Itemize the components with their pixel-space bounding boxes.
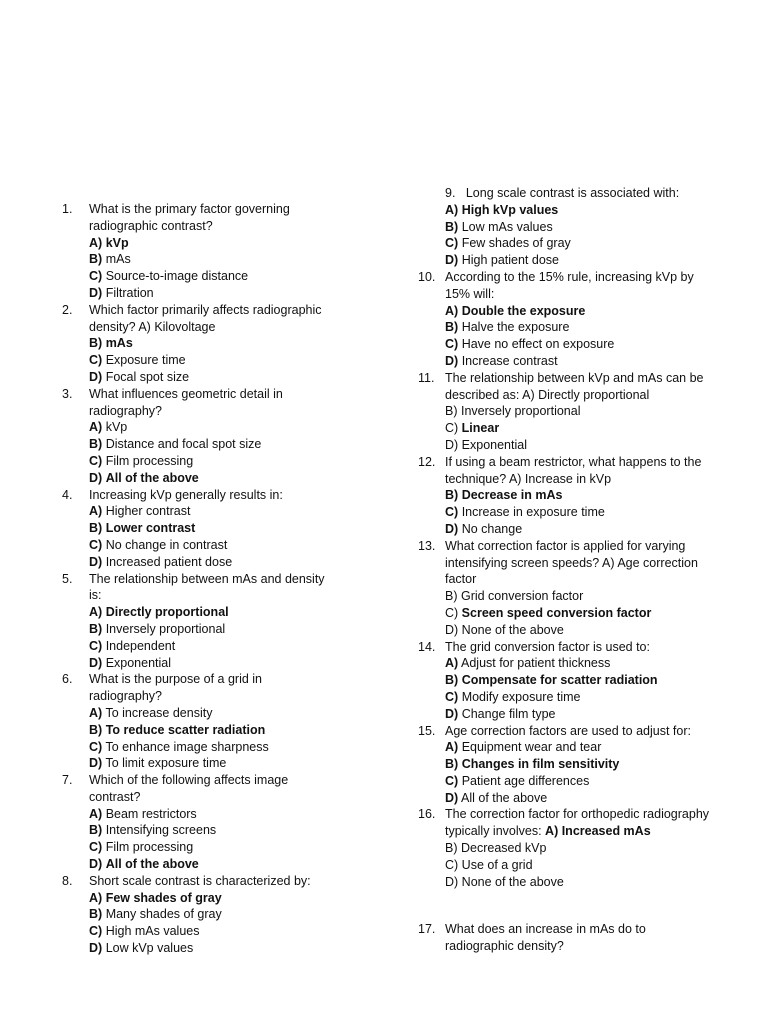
option-d: D) None of the above (445, 874, 564, 889)
question-text: Short scale contrast is characterized by: (89, 873, 311, 888)
question-3 (62, 386, 362, 487)
option-text: Lower contrast (105, 521, 196, 536)
option-letter: C) (89, 739, 103, 754)
option-letter: B) (89, 252, 103, 267)
option-text: To limit exposure time (105, 756, 227, 771)
option-letter: B) (89, 336, 103, 351)
option-text: Adjust for patient thickness (461, 656, 611, 671)
option-text: Film processing (105, 453, 194, 468)
option-d (89, 940, 362, 957)
option-letter: D) (445, 353, 459, 368)
question-13-text: What correction factor is applied for varying (445, 538, 686, 553)
option-b (445, 319, 718, 336)
option-text: All of the above (105, 857, 199, 872)
option-c (445, 235, 718, 252)
option-d (89, 369, 362, 386)
option-d (445, 252, 718, 269)
option-c (89, 638, 362, 655)
option-text: kVp (105, 420, 128, 435)
question-5 (62, 571, 362, 672)
option-d: D) Exponential (445, 437, 527, 452)
option-b (89, 436, 362, 453)
option-b (89, 906, 362, 923)
option-text: mAs (105, 252, 131, 267)
option-a (89, 235, 362, 252)
option-text: Halve the exposure (461, 320, 570, 335)
option-letter: A) (89, 504, 103, 519)
option-text: To reduce scatter radiation (105, 722, 266, 737)
question-11-text: described as: A) Directly proportional (445, 387, 650, 402)
question-9-text: 9. Long scale contrast is associated with: (445, 186, 680, 200)
option-d (445, 706, 718, 723)
question-text: radiographic contrast? (89, 218, 213, 233)
option-letter: A) (89, 705, 103, 720)
question-text: The relationship between mAs and density (89, 571, 325, 586)
option-d (445, 790, 718, 807)
option-c (89, 268, 362, 285)
question-9 (418, 185, 718, 269)
option-text: Exponential (105, 655, 172, 670)
option-c (445, 336, 718, 353)
option-b: B) Decreased kVp (445, 841, 547, 856)
question-number: 14. (418, 639, 436, 654)
question-number: 13. (418, 538, 436, 553)
question-13-text: intensifying screen speeds? A) Age correction (445, 555, 698, 570)
option-a (89, 419, 362, 436)
question-text: radiography? (89, 403, 162, 418)
option-text: Modify exposure time (461, 689, 581, 704)
option-letter: C) (445, 236, 459, 251)
question-2 (62, 302, 362, 386)
question-16-text: typically involves: A) Increased mAs (445, 824, 651, 839)
question-text: The grid conversion factor is used to: (445, 639, 650, 654)
option-b: B) Grid conversion factor (445, 589, 584, 604)
option-letter: C) (89, 638, 103, 653)
question-text: According to the 15% rule, increasing kVp by (445, 269, 694, 284)
option-text: Change film type (461, 706, 556, 721)
question-15 (418, 723, 718, 807)
option-letter: B) (445, 757, 459, 772)
option-letter: B) (89, 521, 103, 536)
question-number: 11. (418, 370, 435, 385)
option-text: Directly proportional (105, 605, 229, 620)
question-text: is: (89, 588, 102, 603)
option-letter: B) (89, 437, 103, 452)
option-text: To enhance image sharpness (105, 739, 269, 754)
option-b (445, 672, 718, 689)
option-a (445, 655, 718, 672)
question-text: Age correction factors are used to adjust for: (445, 723, 691, 738)
option-letter: B) (445, 488, 459, 503)
option-text: Increase in exposure time (461, 505, 605, 520)
option-letter: C) (89, 269, 103, 284)
question-16 (418, 806, 718, 890)
option-letter: B) (445, 219, 459, 234)
option-text: mAs (105, 336, 133, 351)
question-text: Which of the following affects image (89, 773, 289, 788)
option-b (89, 722, 362, 739)
option-letter: C) (445, 337, 459, 352)
option-b (445, 756, 718, 773)
option-letter: D) (89, 285, 103, 300)
option-text: Focal spot size (105, 369, 190, 384)
question-number: 3. (62, 386, 73, 401)
option-c (445, 504, 718, 521)
option-text: Double the exposure (461, 303, 586, 318)
option-text: High kVp values (461, 202, 559, 217)
option-b (89, 335, 362, 352)
option-a (89, 604, 362, 621)
option-letter: C) (89, 840, 103, 855)
option-letter: C) (89, 353, 103, 368)
option-letter: C) (445, 773, 459, 788)
right-column (418, 185, 718, 955)
left-column (62, 201, 362, 957)
option-b: B) Inversely proportional (445, 404, 581, 419)
option-letter: B) (89, 907, 103, 922)
option-letter: A) (445, 656, 459, 671)
option-text: Equipment wear and tear (461, 740, 602, 755)
option-text: Independent (105, 638, 176, 653)
option-c (445, 773, 718, 790)
question-text: What is the purpose of a grid in (89, 672, 263, 687)
option-text: Few shades of gray (105, 890, 222, 905)
option-letter: C) (89, 924, 103, 939)
option-letter: C) (445, 689, 459, 704)
option-text: Intensifying screens (105, 823, 217, 838)
question-number: 10. (418, 269, 436, 284)
option-letter: D) (445, 253, 459, 268)
option-letter: D) (89, 857, 103, 872)
option-text: Beam restrictors (105, 806, 197, 821)
option-text: kVp (105, 235, 129, 250)
question-number: 2. (62, 302, 73, 317)
option-d (89, 856, 362, 873)
option-b (89, 520, 362, 537)
option-c (89, 537, 362, 554)
question-number: 1. (62, 202, 73, 216)
question-text: contrast? (89, 789, 141, 804)
question-number: 8. (62, 873, 73, 888)
option-text: Have no effect on exposure (461, 337, 615, 352)
question-text: technique? A) Increase in kVp (445, 471, 612, 486)
option-text: Increase contrast (461, 353, 558, 368)
question-text: What influences geometric detail in (89, 386, 283, 401)
question-text: 15% will: (445, 286, 495, 301)
option-text: Source-to-image distance (105, 269, 249, 284)
option-c: C) Use of a grid (445, 857, 533, 872)
question-list-left (62, 201, 362, 957)
option-text: Patient age differences (461, 773, 590, 788)
option-letter: D) (89, 470, 103, 485)
option-d (89, 554, 362, 571)
question-number: 6. (62, 672, 73, 687)
option-text: Changes in film sensitivity (461, 757, 620, 772)
option-text: Compensate for scatter radiation (461, 673, 658, 688)
question-13 (418, 538, 718, 639)
option-letter: B) (89, 722, 103, 737)
option-d (445, 521, 718, 538)
question-6 (62, 671, 362, 772)
question-17-text: What does an increase in mAs do to (445, 922, 646, 937)
question-number: 12. (418, 454, 436, 469)
question-16-text: The correction factor for orthopedic radiography (445, 807, 710, 822)
option-text: Increased patient dose (105, 554, 233, 569)
option-d (89, 655, 362, 672)
option-text: High mAs values (105, 924, 200, 939)
option-letter: A) (89, 420, 103, 435)
option-letter: B) (89, 823, 103, 838)
question-number: 5. (62, 571, 73, 586)
option-letter: D) (89, 369, 103, 384)
question-17-text: radiographic density? (445, 939, 564, 954)
option-a (89, 806, 362, 823)
option-text: Decrease in mAs (461, 488, 563, 503)
option-a (89, 705, 362, 722)
option-c (89, 739, 362, 756)
option-d: D) None of the above (445, 622, 564, 637)
question-11-text: The relationship between kVp and mAs can be (445, 370, 704, 385)
question-number: 17. (418, 922, 436, 937)
option-d (445, 353, 718, 370)
option-text: Film processing (105, 840, 194, 855)
question-4 (62, 487, 362, 571)
option-c (445, 689, 718, 706)
option-letter: C) (89, 537, 103, 552)
option-letter: A) (445, 202, 459, 217)
question-text: If using a beam restrictor, what happens to the (445, 454, 702, 469)
option-letter: A) (89, 890, 103, 905)
option-b (89, 822, 362, 839)
question-12 (418, 454, 718, 538)
option-c (89, 453, 362, 470)
option-letter: B) (445, 673, 459, 688)
question-17 (418, 921, 718, 955)
question-10 (418, 269, 718, 370)
question-text: Which factor primarily affects radiographic (89, 302, 322, 317)
option-letter: D) (89, 941, 103, 956)
option-letter: A) (89, 806, 103, 821)
option-letter: C) (89, 453, 103, 468)
option-b (89, 621, 362, 638)
option-text: To increase density (105, 705, 213, 720)
option-letter: A) (445, 303, 459, 318)
question-8 (62, 873, 362, 957)
option-text: Many shades of gray (105, 907, 222, 922)
option-c (89, 839, 362, 856)
option-d (89, 755, 362, 772)
option-letter: B) (445, 320, 459, 335)
option-text: All of the above (461, 790, 548, 805)
option-c: C) Screen speed conversion factor (445, 605, 652, 620)
option-letter: D) (89, 756, 103, 771)
option-text: All of the above (105, 470, 199, 485)
option-a (445, 303, 718, 320)
option-b (445, 219, 718, 236)
question-text: density? A) Kilovoltage (89, 319, 216, 334)
question-number: 15. (418, 723, 436, 738)
option-letter: D) (445, 790, 459, 805)
option-text: Low mAs values (461, 219, 553, 234)
option-a (89, 890, 362, 907)
question-1 (62, 201, 362, 302)
option-text: Distance and focal spot size (105, 437, 262, 452)
question-11 (418, 370, 718, 454)
question-number: 7. (62, 773, 73, 788)
option-text: Low kVp values (105, 941, 194, 956)
option-letter: D) (445, 706, 459, 721)
option-text: No change (461, 521, 523, 536)
option-text: Higher contrast (105, 504, 191, 519)
option-a (89, 503, 362, 520)
question-text: Increasing kVp generally results in: (89, 487, 283, 502)
option-letter: C) (445, 505, 459, 520)
option-a (445, 739, 718, 756)
option-letter: A) (445, 740, 459, 755)
option-c: C) Linear (445, 421, 500, 436)
question-7 (62, 772, 362, 873)
question-14 (418, 639, 718, 723)
option-text: High patient dose (461, 253, 559, 268)
question-text: radiography? (89, 689, 162, 704)
question-number: 16. (418, 807, 436, 822)
option-d (89, 470, 362, 487)
option-a (445, 202, 718, 219)
option-letter: A) (89, 605, 103, 620)
option-b (89, 251, 362, 268)
option-text: No change in contrast (105, 537, 228, 552)
option-c (89, 352, 362, 369)
option-b (445, 487, 718, 504)
option-letter: D) (89, 655, 103, 670)
option-text: Filtration (105, 285, 154, 300)
option-d (89, 285, 362, 302)
option-text: Exposure time (105, 353, 186, 368)
option-text: Inversely proportional (105, 621, 226, 636)
question-13-text: factor (445, 572, 477, 587)
option-letter: B) (89, 621, 103, 636)
option-text: Few shades of gray (461, 236, 571, 251)
option-letter: A) (89, 235, 103, 250)
option-letter: D) (445, 521, 459, 536)
option-c (89, 923, 362, 940)
option-letter: D) (89, 554, 103, 569)
question-number: 4. (62, 487, 73, 502)
question-text: What is the primary factor governing (89, 202, 290, 216)
